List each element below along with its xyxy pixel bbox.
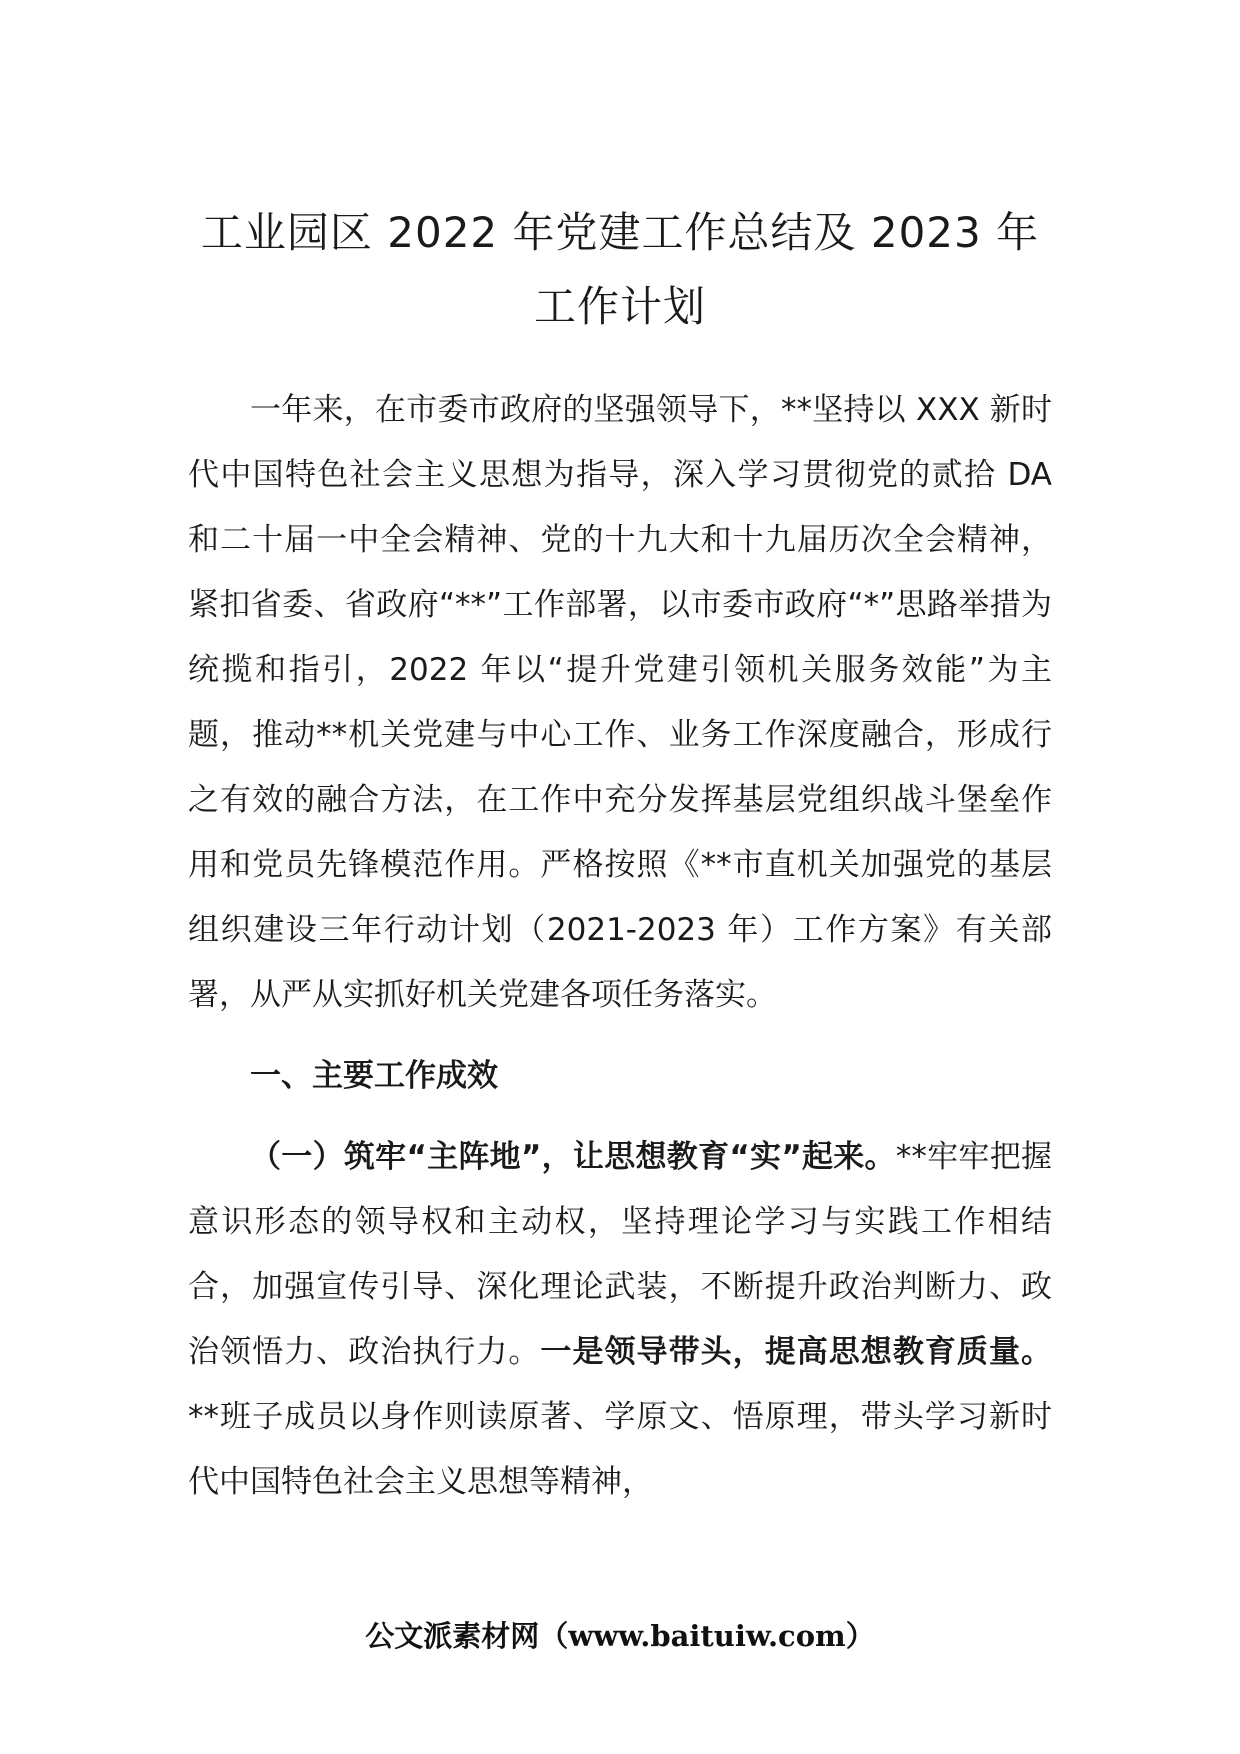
document-title-line-2: 工作计划 (533, 282, 706, 331)
intro-paragraph: 一年来，在市委市政府的坚强领导下，**坚持以 XXX 新时代中国特色社会主义思想为指导，深入学习贯彻党的贰拾 DA 和二十届一中全会精神、党的十九大和十九届历次全会精神，紧扣省委、省政府“**”工作部署，以市委市政府“*”思路举措为统揽和指引，2022 年以“提升党建引领机关服务效能”为主题，推动**机关党建与中心工作、业务工作深度融合，形成行之有效的融合方法，在工作中充分发挥基层党组织战斗堡垒作用和党员先锋模范作用。严格按照《**市直机关加强党的基层组织建设三年行动计划（2021-2023 年）工作方案》有关部署，从严从实抓好机关党建各项任务落实。 (188, 392, 1052, 1013)
footer-watermark-text: 公文派素材网（www.baituiw.com） (365, 1619, 875, 1653)
subsection-text: **牢牢把握意识形态的领导权和主动权，坚持理论学习与实践工作相结合，加强宣传引导、深化理论武装，不断提升政治判断力、政治领悟力、政治执行力。 (188, 1139, 1052, 1370)
section-heading: 一、主要工作成效 (250, 1058, 498, 1094)
document-title-line-1: 工业园区 2022 年党建工作总结及 2023 年 (200, 208, 1040, 257)
point-text: **班子成员以身作则读原著、学原文、悟原理，带头学习新时代中国特色社会主义思想等精神， (188, 1399, 1052, 1500)
document-body (188, 378, 1052, 1515)
subsection-paragraph (188, 1125, 1052, 1515)
point-heading: 一是领导带头，提高思想教育质量。 (540, 1334, 1052, 1370)
subsection-heading: （一）筑牢“主阵地”，让思想教育“实”起来。 (250, 1139, 896, 1175)
